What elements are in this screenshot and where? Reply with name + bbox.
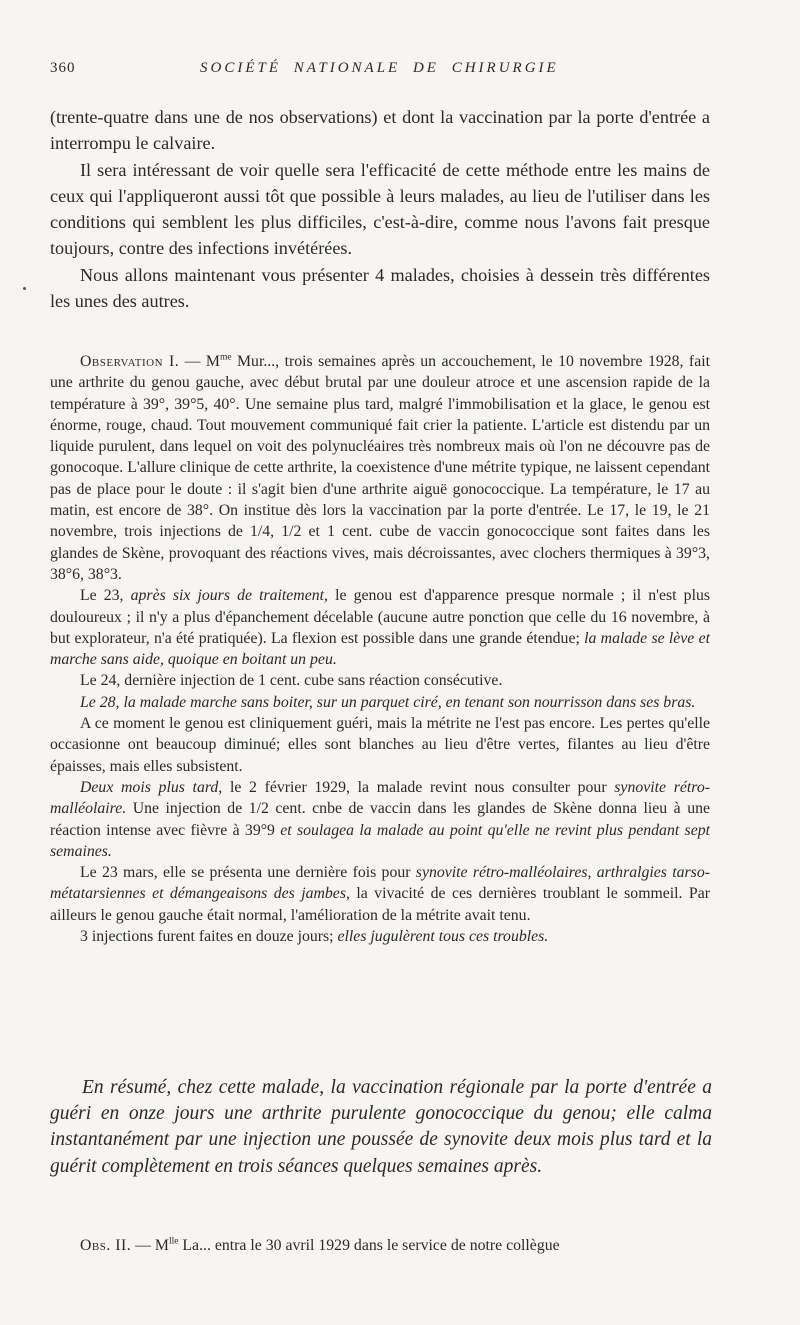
italic-span: synovite rétro-malléolaire.: [50, 778, 710, 818]
observation-1-paragraph-6: [50, 777, 710, 862]
text-span: le genou est d'apparence presque normale ; il n'est plus douloureux ; il n'y a plus d'épanchement décelable (aucune autre ponction que celle du 16 novembre, à but explorateur, n'a été pratiquée). La flexion est possible dans une grande étendue;: [50, 587, 710, 647]
italic-span: elles jugulèrent tous ces troubles.: [337, 928, 549, 946]
observation-2-text: La... entra le 30 avril 1929 dans le service de notre collègue: [178, 1237, 560, 1254]
observation-dash: — M: [131, 1237, 169, 1254]
observation-1-paragraph-3: Le 24, dernière injection de 1 cent. cube sans réaction consécutive.: [80, 672, 503, 690]
observation-1-paragraph-8: [50, 926, 710, 947]
observation-label: Observation I.: [80, 353, 180, 370]
italic-span: Le 28,: [80, 693, 124, 711]
text-span: 3 injections furent faites en douze jours;: [80, 928, 338, 946]
italic-span: synovite rétro-malléolaires, arthralgies tarso-métatarsiennes et démangeaisons des jambes,: [50, 864, 710, 903]
title-superscript: me: [219, 352, 232, 363]
observation-dash: — M: [179, 353, 220, 370]
running-title: SOCIÉTÉ NATIONALE DE CHIRURGIE: [200, 60, 559, 76]
page-header: [50, 60, 712, 84]
observation-1-paragraph-1: [50, 351, 710, 585]
observation-1-paragraph-7: [50, 862, 710, 926]
italic-span: après six jours de traitement,: [130, 587, 328, 605]
text-span: Le 23,: [80, 587, 131, 605]
intro-paragraph-2: Il sera intéressant de voir quelle sera l'efficacité de cette méthode entre les mains de ceux qui l'appliqueront aussi tôt que possible à leurs malades, au lieu de l'utiliser dans les conditions qui semblent les plus difficiles, c'est-à-dire, comme nous l'avons fait presque toujours, contre des infections invétérées.: [50, 159, 710, 259]
summary-paragraph: En résumé, chez cette malade, la vaccination régionale par la porte d'entrée a guéri en onze jours une arthrite purulente gonococcique du genou; elle calma instantanément par une injection une poussée de synovite deux mois plus tard et la guérit complètement en trois séances quelques semaines après.: [50, 1077, 712, 1177]
page-number: 360: [50, 60, 76, 76]
intro-text: [50, 104, 710, 314]
observation-2-paragraph: [50, 1235, 720, 1257]
text-span: le 2 février 1929, la malade revint nous consulter pour: [222, 778, 615, 796]
observation-1: [50, 351, 710, 947]
italic-span: la malade marche sans boiter, sur un parquet ciré, en tenant son nourrisson dans ses bras.: [123, 693, 696, 711]
italic-span: Deux mois plus tard,: [80, 778, 223, 796]
observation-1-text: Mur..., trois semaines après un accouchement, le 10 novembre 1928, fait une arthrite du genou gauche, avec début brutal par une douleur atroce et une ascension rapide de la température à 39°, 39°5, 40°. Une semaine plus tard, malgré l'immobilisation et la glace, le genou est énorme, rouge, chaud. Tout mouvement communiqué fait crier la patiente. L'article est distendu par un liquide purulent, dans lequel on voit des polynucléaires très nombreux mais où l'on ne découvre pas de gonocoque. L'allure clinique de cette arthrite, la coexistence d'une métrite typique, ne laissent cependant pas de place pour le doute : il s'agit bien d'une arthrite aiguë gonococcique. La température, le 17 au matin, est encore de 38°. On institue dès lors la vaccination par la porte d'entrée. Le 17, le 19, le 21 novembre, trois injections de 1/4, 1/2 et 1 cent. cube de vaccin gonococcique sont faites dans les glandes de Skène, provoquant des réactions vives, mais décroissantes, avec clochers thermiques à 39°3, 38°6, 38°3.: [50, 353, 710, 583]
observation-1-paragraph-5: A ce moment le genou est cliniquement guéri, mais la métrite ne l'est pas encore. Les pertes qu'elle occasionne ont beaucoup diminué; elles sont blanches au lieu d'être vertes, filantes au lieu d'être épaisses, mais elles subsistent.: [50, 715, 710, 775]
italic-span: et soulagea la malade au point qu'elle ne revint plus pendant sept semaines.: [50, 821, 710, 860]
italic-span: la malade se lève et marche sans aide, quoique en boitant un peu.: [50, 629, 710, 669]
intro-paragraph-1: (trente-quatre dans une de nos observations) et dont la vaccination par la porte d'entrée a interrompu le calvaire.: [50, 107, 710, 154]
observation-2: [50, 1235, 720, 1257]
observation-label: Obs. II.: [80, 1237, 132, 1254]
text-span: la vivacité de ces dernières troublant le sommeil. Par ailleurs le genou gauche était normal, l'amélioration de la métrite avait tenu.: [50, 885, 710, 924]
summary: [50, 1075, 712, 1180]
text-span: Le 23 mars, elle se présenta une dernière fois pour: [80, 864, 416, 882]
margin-mark: [23, 287, 26, 290]
observation-1-paragraph-2: [50, 585, 710, 670]
observation-1-paragraph-4: [50, 692, 710, 713]
text-span: Une injection de 1/2 cent. cnbe de vaccin dans les glandes de Skène donna lieu à une réaction intense avec fièvre à 39°9: [50, 800, 710, 839]
title-superscript: lle: [168, 1236, 179, 1247]
intro-paragraph-3: Nous allons maintenant vous présenter 4 malades, choisies à dessein très différentes les unes des autres.: [50, 264, 710, 312]
